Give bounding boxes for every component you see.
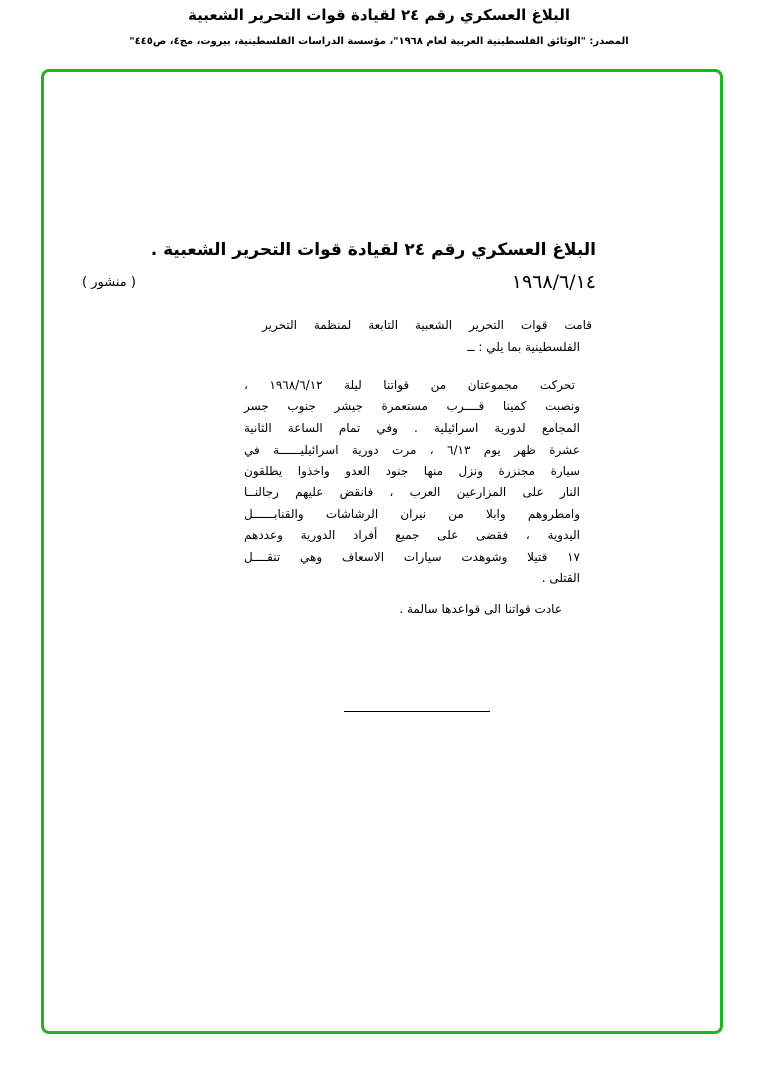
body-line: القتلى . [541,571,580,585]
document-title: البلاغ العسكري رقم ٢٤ لقيادة قوات التحرير الشعبية . [150,240,596,260]
body-line: تحركت مجموعتان من قواتنا ليلة ١٩٦٨/٦/١٢ ، [244,378,576,392]
page-header-title: البلاغ العسكري رقم ٢٤ لقيادة قوات التحرير الشعبية [188,6,570,24]
document-status: ( منشور ) [82,275,136,290]
body-line: ونصبت كمينا قــــرب مستعمرة جيشر جنوب جسر [244,399,580,413]
body-line: ١٧ قتيلا وشوهدت سيارات الاسعاف وهي تنقــــل [244,550,580,564]
closing-line: عادت قواتنا الى قواعدها سالمة . [399,602,562,616]
body-line: وامطروهم وابلا من نيران الرشاشات والقنابــــــل [244,507,580,521]
intro-line: قامت قوات التحرير الشعبية التابعة لمنظمة التحرير [262,318,592,332]
body-line: عشرة ظهر يوم ٦/١٣ ، مرت دورية اسرائيليــــــة في [244,443,580,457]
document-date: ١٩٦٨/٦/١٤ [511,271,596,293]
body-line: سيارة مجنزرة ونزل منها جنود العدو واخذوا يطلقون [244,464,580,478]
intro-line: الفلسطينية بما يلي : ــ [467,340,580,354]
body-line: المجامع لدورية اسرائيلية . وفي تمام الساعة الثانية [244,421,580,435]
source-citation: المصدر: "الوثائق الفلسطينية العربية لعام ١٩٦٨"، مؤسسة الدراسات الفلسطينية، بيروت، مج٤، ص٤٤٥" [129,36,629,47]
end-divider [344,711,490,712]
body-line: اليدوية ، فقضى على جميع أفراد الدورية وعددهم [244,528,580,542]
body-line: النار على المزارعين العرب ، فانقض عليهم رجالنــا [244,485,580,499]
